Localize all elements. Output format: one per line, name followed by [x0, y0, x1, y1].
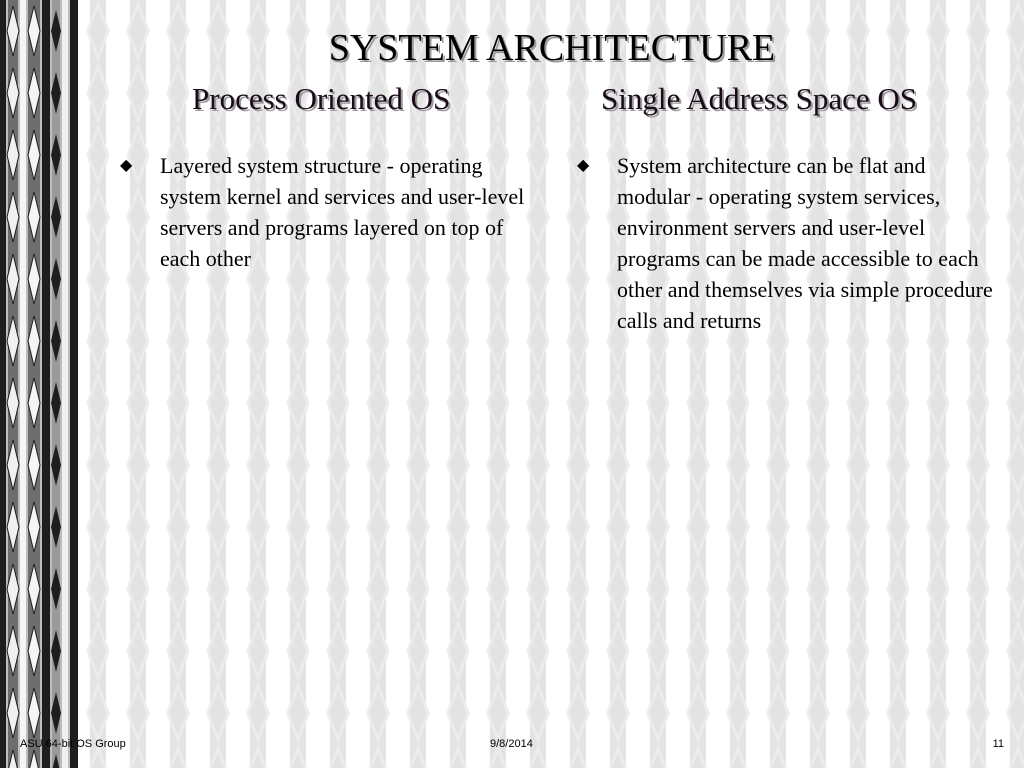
right-column-content: [577, 150, 997, 336]
left-column-heading: Process Oriented OS: [192, 81, 451, 116]
left-bullet-text: Layered system structure - operating system kernel and services and user-level servers and programs layered on top of each other: [160, 153, 525, 271]
background-pattern-shape: [490, 0, 506, 768]
background-pattern-shape: [570, 0, 586, 768]
diamond-bullet-icon: ◆: [577, 157, 590, 174]
background-pattern-shape: [130, 0, 146, 768]
background-pattern-shape: [0, 0, 6, 768]
background-pattern-shape: [970, 0, 986, 768]
background-pattern-shape: [450, 0, 466, 768]
background-pattern-shape: [62, 0, 68, 768]
diamond-bullet-icon: ◆: [120, 157, 133, 174]
left-column-content: [120, 150, 525, 274]
background-pattern-shape: [530, 0, 546, 768]
right-bullet-text: System architecture can be flat and modular - operating system services, environment servers and user-level programs can be made accessible to each other and themselves via simple procedure calls and returns: [617, 153, 993, 333]
background-pattern-shape: [90, 0, 106, 768]
footer-group-name: ASU 64-bit OS Group: [20, 738, 126, 750]
background-pattern-shape: [170, 0, 186, 768]
footer-date: 9/8/2014: [490, 738, 533, 750]
right-column-heading: Single Address Space OS: [601, 81, 918, 116]
background-pattern-shape: [42, 0, 50, 768]
background-pattern-shape: [20, 0, 26, 768]
list-item: [577, 150, 997, 336]
list-item: [120, 150, 525, 274]
background-pattern-shape: [70, 0, 78, 768]
footer-slide-number: 11: [992, 738, 1004, 750]
background-pattern-shape: [930, 0, 946, 768]
slide-title: SYSTEM ARCHITECTURE: [328, 27, 776, 69]
